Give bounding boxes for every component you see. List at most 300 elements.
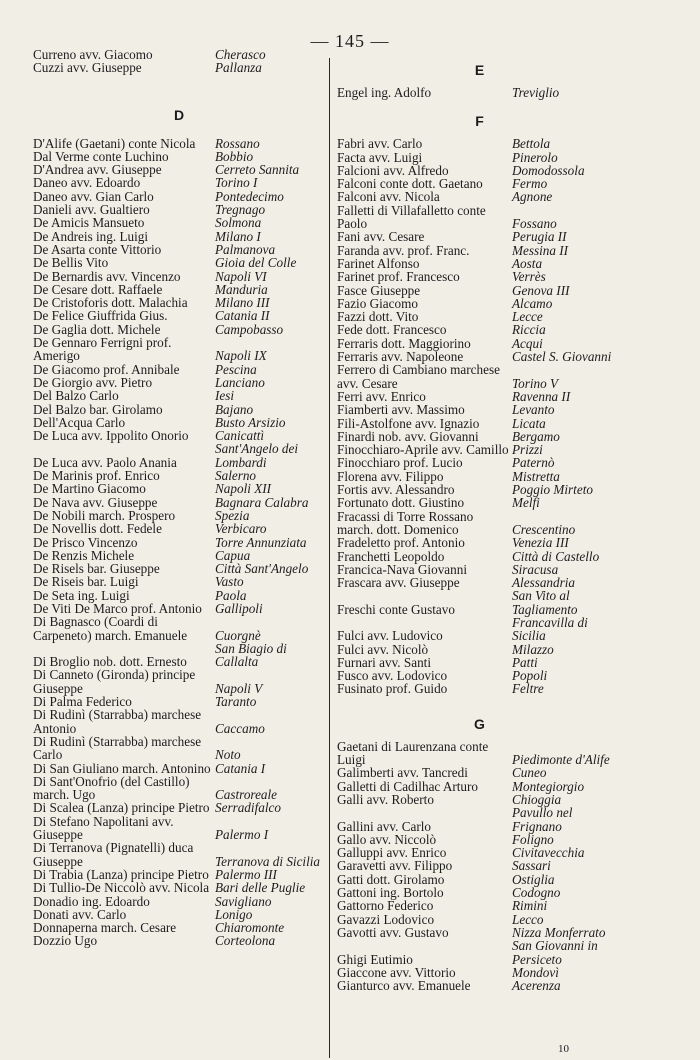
constituency: Chioggia	[512, 791, 562, 807]
constituency: Levanto	[512, 402, 555, 418]
deputy-name: De Martino Giacomo	[33, 481, 146, 497]
deputy-name: Gattorno Federico	[337, 898, 434, 914]
deputy-name: Facta avv. Luigi	[337, 149, 423, 165]
deputy-name: Di Rudinì (Starrabba) marchese Antonio	[33, 707, 202, 736]
deputy-name: Dal Verme conte Luchino	[33, 148, 169, 164]
deputy-name: Danieli avv. Gualtiero	[33, 202, 150, 218]
deputy-entry	[33, 336, 325, 363]
deputy-name: Donati avv. Carlo	[33, 906, 127, 922]
page-number: — 145 —	[310, 31, 390, 51]
deputy-entry	[33, 695, 325, 708]
deputy-name: Finocchiaro prof. Lucio	[337, 455, 463, 471]
constituency: Domodossola	[512, 162, 585, 178]
constituency: Alessandria	[512, 575, 576, 591]
deputy-entry	[33, 363, 325, 376]
deputy-name: De Bernardis avv. Vincenzo	[33, 268, 181, 284]
deputy-entry	[33, 323, 325, 336]
constituency: Noto	[215, 747, 241, 763]
deputy-name: Fazzi dott. Vito	[337, 309, 419, 325]
constituency: Venezia III	[512, 535, 569, 551]
constituency: Terranova di Sicilia	[215, 853, 321, 869]
spacer	[337, 48, 622, 60]
deputy-name: Fracassi di Torre Rossano march. dott. Domenico	[337, 508, 474, 537]
deputy-entry	[337, 682, 622, 695]
deputy-entry	[337, 780, 622, 793]
deputy-entry	[33, 61, 325, 74]
constituency: Busto Arsizio	[215, 414, 286, 430]
deputy-entry	[33, 934, 325, 947]
constituency: Paola	[215, 587, 247, 603]
deputy-entry	[33, 176, 325, 189]
constituency: Milano I	[215, 228, 261, 244]
deputy-entry	[33, 376, 325, 389]
constituency: Castroreale	[215, 787, 278, 803]
constituency: Gioia del Colle	[215, 255, 297, 271]
constituency: Gallipoli	[215, 600, 263, 616]
constituency: Torino I	[215, 175, 258, 191]
deputy-entry	[337, 873, 622, 886]
constituency: Savigliano	[215, 893, 272, 909]
deputy-entry	[33, 775, 325, 802]
constituency: Feltre	[512, 681, 544, 697]
deputy-name: Di San Giuliano march. Antonino	[33, 760, 211, 776]
constituency: Alcamo	[512, 295, 553, 311]
deputy-entry	[337, 137, 622, 150]
constituency: Bari delle Puglie	[215, 880, 306, 896]
deputy-name: Galimberti avv. Tancredi	[337, 765, 468, 781]
deputy-name: Fulci avv. Nicolò	[337, 641, 429, 657]
deputy-entry	[337, 669, 622, 682]
deputy-entry	[337, 563, 622, 576]
deputy-name: De Gennaro Ferrigni prof. Amerigo	[33, 335, 172, 364]
deputy-entry	[337, 417, 622, 430]
deputy-name: Falletti di Villafalletto conte Paolo	[337, 202, 486, 232]
deputy-entry	[33, 762, 325, 775]
deputy-entry	[337, 190, 622, 203]
deputy-entry	[337, 926, 622, 939]
constituency: Campobasso	[215, 321, 284, 337]
deputy-name: Ferraris avv. Napoleone	[337, 349, 464, 365]
deputy-entry	[33, 243, 325, 256]
constituency: Ravenna II	[512, 388, 571, 404]
deputy-entry	[337, 310, 622, 323]
deputy-entry	[33, 536, 325, 549]
constituency: Torino V	[512, 375, 559, 391]
constituency: Mistretta	[512, 468, 560, 484]
deputy-name: De Riseis bar. Luigi	[33, 574, 139, 590]
constituency: Sant'Angelo dei Lombardi	[215, 441, 299, 470]
deputy-name: Fusinato prof. Guido	[337, 681, 448, 697]
deputy-entry	[337, 793, 622, 806]
constituency: Lecco	[512, 911, 544, 927]
deputy-name: Fiamberti avv. Massimo	[337, 402, 465, 418]
deputy-name: De Seta ing. Luigi	[33, 587, 130, 603]
deputy-entry	[33, 416, 325, 429]
deputy-name: Galluppi avv. Enrico	[337, 845, 447, 861]
deputy-entry	[337, 833, 622, 846]
deputy-name: Ghigi Eutimio	[337, 951, 413, 967]
deputy-name: Ferrero di Cambiano marchese avv. Cesare	[337, 362, 500, 391]
deputy-name: De Prisco Vincenzo	[33, 534, 138, 550]
deputy-name: Fede dott. Francesco	[337, 322, 447, 338]
deputy-entry	[337, 430, 622, 443]
deputy-entry	[33, 270, 325, 283]
deputy-entry	[33, 137, 325, 150]
deputy-entry	[337, 740, 622, 767]
deputy-name: Frascara avv. Giuseppe	[337, 575, 460, 591]
constituency: Popoli	[512, 668, 548, 684]
constituency: Agnone	[512, 189, 553, 205]
deputy-entry	[33, 429, 325, 442]
deputy-entry	[337, 270, 622, 283]
deputy-entry	[33, 230, 325, 243]
constituency: Lonigo	[215, 906, 253, 922]
constituency: Cerreto Sannita	[215, 162, 300, 178]
deputy-name: Farinet prof. Francesco	[337, 269, 460, 285]
constituency: Cuorgnè	[215, 627, 261, 643]
constituency: Caccamo	[215, 720, 265, 736]
constituency: Iesi	[215, 388, 235, 404]
constituency: Castel S. Giovanni	[512, 349, 612, 365]
constituency: Rossano	[215, 135, 260, 151]
deputy-name: De Felice Giuffrida Gius.	[33, 308, 168, 324]
deputy-entry	[33, 668, 325, 695]
deputy-entry	[33, 163, 325, 176]
constituency: Cuneo	[512, 765, 547, 781]
column-divider	[329, 58, 330, 1058]
deputy-name: Di Bagnasco (Coardi di Carpeneto) march. Emanuele	[33, 614, 188, 643]
deputy-name: Finocchiaro-Aprile avv. Camillo	[337, 442, 509, 458]
deputy-name: Dell'Acqua Carlo	[33, 414, 126, 430]
deputy-entry	[33, 801, 325, 814]
constituency: Civitavecchia	[512, 845, 585, 861]
constituency: Montegiorgio	[512, 778, 585, 794]
deputy-entry	[337, 846, 622, 859]
constituency: Riccia	[512, 322, 546, 338]
constituency: San Vito al Tagliamento	[512, 588, 578, 617]
deputy-name: Gattoni ing. Bortolo	[337, 885, 444, 901]
deputy-name: De Giacomo prof. Annibale	[33, 361, 180, 377]
deputy-name: Giaccone avv. Vittorio	[337, 964, 456, 980]
deputy-name: Fani avv. Cesare	[337, 229, 425, 245]
constituency: Catania I	[215, 760, 266, 776]
constituency: Palmanova	[215, 241, 276, 257]
deputy-name: Garavetti avv. Filippo	[337, 858, 453, 874]
constituency: Palermo I	[215, 827, 269, 843]
deputy-name: Di Palma Federico	[33, 694, 132, 710]
constituency: Capua	[215, 547, 251, 563]
constituency: Pescina	[215, 361, 257, 377]
deputy-entry	[337, 350, 622, 363]
constituency: Perugia II	[512, 229, 567, 245]
constituency: Lecce	[512, 309, 543, 325]
deputy-entry	[33, 190, 325, 203]
deputy-name: Fradeletto prof. Antonio	[337, 535, 465, 551]
deputy-entry	[337, 230, 622, 243]
constituency: Fossano	[512, 216, 557, 232]
deputy-name: De Novellis dott. Fedele	[33, 521, 162, 537]
deputy-name: Gatti dott. Girolamo	[337, 871, 445, 887]
deputy-entry	[33, 735, 325, 762]
deputy-name: De Amicis Mansueto	[33, 215, 145, 231]
constituency: Fermo	[512, 176, 548, 192]
constituency: Ostiglia	[512, 871, 555, 887]
deputy-entry	[337, 470, 622, 483]
constituency: Pavullo nel Frignano	[512, 805, 573, 834]
deputy-name: Fasce Giuseppe	[337, 282, 421, 298]
deputy-entry	[33, 589, 325, 602]
deputy-name: De Nava avv. Giuseppe	[33, 494, 158, 510]
constituency: Vasto	[215, 574, 244, 590]
deputy-name: Daneo avv. Gian Carlo	[33, 188, 154, 204]
constituency: San Giovanni in Persiceto	[512, 938, 598, 967]
deputy-name: De Luca avv. Ippolito Onorio	[33, 428, 189, 444]
deputy-name: De Giorgio avv. Pietro	[33, 374, 153, 390]
constituency: Città Sant'Angelo	[215, 561, 309, 577]
constituency: Verbicaro	[215, 521, 267, 537]
deputy-name: De Viti De Marco prof. Antonio	[33, 600, 202, 616]
deputy-name: Ferraris dott. Maggiorino	[337, 335, 471, 351]
constituency: Catania II	[215, 308, 270, 324]
constituency: Torre Annunziata	[215, 534, 307, 550]
deputy-entry	[337, 899, 622, 912]
constituency: Prizzi	[512, 442, 543, 458]
deputy-entry	[337, 656, 622, 669]
deputy-name: De Asarta conte Vittorio	[33, 241, 162, 257]
deputy-entry	[337, 510, 622, 537]
deputy-name: Donadio ing. Edoardo	[33, 893, 150, 909]
deputy-entry	[337, 403, 622, 416]
deputy-name: Di Canneto (Gironda) principe Giuseppe	[33, 667, 196, 696]
deputy-entry	[33, 296, 325, 309]
deputy-entry	[33, 509, 325, 522]
deputy-entry	[33, 895, 325, 908]
deputy-entry	[33, 562, 325, 575]
deputy-name: Di Trabia (Lanza) principe Pietro	[33, 866, 209, 882]
deputy-entry	[337, 859, 622, 872]
deputy-entry	[33, 815, 325, 842]
deputy-entry	[33, 48, 325, 61]
deputy-name: Finardi nob. avv. Giovanni	[337, 428, 479, 444]
deputy-entry	[337, 913, 622, 926]
deputy-name: Gavotti avv. Gustavo	[337, 924, 449, 940]
deputy-name: De Marinis prof. Enrico	[33, 468, 160, 484]
spacer	[337, 696, 622, 714]
deputy-name: Fili-Astolfone avv. Ignazio	[337, 415, 480, 431]
deputy-entry	[337, 966, 622, 979]
constituency: Solmona	[215, 215, 262, 231]
deputy-entry	[33, 496, 325, 509]
constituency: Francavilla di Sicilia	[512, 614, 588, 644]
section-heading: E	[474, 62, 485, 78]
deputy-entry	[337, 643, 622, 656]
deputy-name: Galli avv. Roberto	[337, 791, 434, 807]
deputy-entry	[337, 536, 622, 549]
deputy-entry	[33, 522, 325, 535]
constituency: Tregnago	[215, 202, 266, 218]
constituency: Napoli VI	[215, 268, 267, 284]
constituency: Melfi	[512, 495, 540, 511]
deputy-entry	[33, 642, 325, 669]
deputy-name: De Cristoforis dott. Malachia	[33, 295, 188, 311]
deputy-entry	[33, 908, 325, 921]
deputy-name: Gianturco avv. Emanuele	[337, 978, 471, 994]
deputy-entry	[337, 979, 622, 992]
constituency: Piedimonte d'Alife	[512, 752, 610, 768]
deputy-entry	[33, 150, 325, 163]
constituency: Crescentino	[512, 521, 576, 537]
deputy-name: Ferri avv. Enrico	[337, 388, 426, 404]
constituency: Canicattì	[215, 428, 265, 444]
deputy-entry	[337, 204, 622, 231]
constituency: Acqui	[512, 335, 543, 351]
deputy-name: Di Rudinì (Starrabba) marchese Carlo	[33, 733, 202, 763]
deputy-entry	[33, 482, 325, 495]
deputy-name: De Renzis Michele	[33, 547, 135, 563]
deputy-entry	[337, 244, 622, 257]
deputy-name: Fortis avv. Alessandro	[337, 482, 455, 498]
deputy-name: Di Terranova (Pignatelli) duca Giuseppe	[33, 840, 194, 869]
constituency: Licata	[512, 415, 546, 431]
deputy-name: Dozzio Ugo	[33, 933, 98, 949]
deputy-name: Donnaperna march. Cesare	[33, 920, 177, 936]
constituency: Taranto	[215, 694, 257, 710]
deputy-entry	[337, 297, 622, 310]
constituency: Milazzo	[512, 641, 554, 657]
deputy-entry	[33, 309, 325, 322]
spacer	[337, 99, 622, 111]
constituency: Paternò	[512, 455, 555, 471]
deputy-name: De Gaglia dott. Michele	[33, 321, 161, 337]
constituency: Poggio Mirteto	[512, 482, 593, 498]
deputy-entry	[33, 389, 325, 402]
constituency: Genova III	[512, 282, 570, 298]
constituency: Palermo III	[215, 866, 277, 882]
right-column	[337, 48, 622, 992]
constituency: Pallanza	[215, 60, 262, 76]
deputy-name: Franchetti Leopoldo	[337, 548, 445, 564]
deputy-entry	[337, 164, 622, 177]
constituency: Bajano	[215, 401, 254, 417]
deputy-entry	[33, 841, 325, 868]
deputy-entry	[33, 615, 325, 642]
deputy-entry	[337, 766, 622, 779]
deputy-name: Gallo avv. Niccolò	[337, 831, 437, 847]
left-column	[33, 48, 325, 948]
deputy-entry	[337, 806, 622, 833]
deputy-entry	[33, 403, 325, 416]
constituency: Serradifalco	[215, 800, 281, 816]
deputy-name: Di Tullio-De Niccolò avv. Nicola	[33, 880, 210, 896]
deputy-entry	[33, 921, 325, 934]
spacer	[33, 75, 325, 105]
deputy-name: Farinet Alfonso	[337, 255, 420, 271]
deputy-entry	[337, 177, 622, 190]
deputy-name: D'Andrea avv. Giuseppe	[33, 162, 162, 178]
deputy-name: Galletti di Cadilhac Arturo	[337, 778, 478, 794]
constituency: Verrès	[512, 269, 546, 285]
deputy-name: Fazio Giacomo	[337, 295, 418, 311]
deputy-name: Di Scalea (Lanza) principe Pietro	[33, 800, 210, 816]
deputy-name: Faranda avv. prof. Franc.	[337, 242, 470, 258]
deputy-name: Falconi conte dott. Gaetano	[337, 176, 483, 192]
deputy-entry	[337, 323, 622, 336]
deputy-name: Florena avv. Filippo	[337, 468, 444, 484]
deputy-entry	[337, 576, 622, 589]
deputy-entry	[337, 496, 622, 509]
deputy-entry	[33, 216, 325, 229]
deputy-entry	[337, 886, 622, 899]
deputy-entry	[337, 337, 622, 350]
constituency: Napoli XII	[215, 481, 272, 497]
constituency: Codogno	[512, 885, 561, 901]
deputy-name: Fulci avv. Ludovico	[337, 628, 443, 644]
deputy-name: De Nobili march. Prospero	[33, 507, 176, 523]
deputy-name: Fortunato dott. Giustino	[337, 495, 465, 511]
section-heading: D	[173, 106, 185, 123]
deputy-name: Engel ing. Adolfo	[337, 85, 432, 100]
constituency: Napoli V	[215, 680, 263, 696]
deputy-entry	[337, 86, 622, 99]
deputy-name: De Risels bar. Giuseppe	[33, 561, 160, 577]
deputy-name: Del Balzo Carlo	[33, 388, 119, 404]
deputy-name: Del Balzo bar. Girolamo	[33, 401, 163, 417]
section-heading: F	[475, 113, 484, 130]
constituency: Patti	[512, 654, 538, 670]
spacer	[33, 125, 325, 137]
deputy-name: Di Stefano Napolitani avv. Giuseppe	[33, 813, 174, 843]
constituency: Bobbio	[215, 148, 254, 164]
deputy-name: Freschi conte Gustavo	[337, 601, 455, 617]
deputy-entry	[33, 469, 325, 482]
deputy-entry	[33, 602, 325, 615]
deputy-name: De Andreis ing. Luigi	[33, 228, 149, 244]
deputy-name: Falcioni avv. Alfredo	[337, 162, 449, 178]
deputy-entry	[33, 283, 325, 296]
deputy-entry	[33, 708, 325, 735]
deputy-entry	[33, 203, 325, 216]
constituency: Foligno	[512, 831, 554, 847]
deputy-entry	[33, 442, 325, 469]
deputy-name: Di Broglio nob. dott. Ernesto	[33, 654, 187, 670]
constituency: Acerenza	[512, 978, 561, 994]
constituency: Milano III	[215, 295, 270, 311]
deputy-entry	[337, 284, 622, 297]
constituency: Siracusa	[512, 561, 559, 577]
constituency: Bettola	[512, 136, 551, 152]
constituency: Pontedecimo	[215, 188, 284, 204]
deputy-entry	[337, 151, 622, 164]
section-heading: G	[474, 715, 485, 732]
constituency: San Biagio di Callalta	[215, 640, 287, 670]
deputy-entry	[33, 575, 325, 588]
constituency: Napoli IX	[215, 348, 267, 364]
deputy-name: De Bellis Vito	[33, 255, 109, 271]
constituency: Nizza Monferrato	[512, 924, 606, 940]
deputy-entry	[337, 550, 622, 563]
constituency: Manduria	[215, 281, 268, 297]
constituency: Corteolona	[215, 933, 276, 949]
constituency: Lanciano	[215, 374, 265, 390]
constituency: Messina II	[512, 242, 569, 258]
deputy-entry	[33, 881, 325, 894]
constituency: Chiaromonte	[215, 920, 285, 936]
deputy-entry	[337, 939, 622, 966]
deputy-name: Gavazzi Lodovico	[337, 911, 435, 927]
deputy-name: Falconi avv. Nicola	[337, 189, 440, 205]
constituency: Rimini	[512, 898, 548, 914]
constituency: Treviglio	[512, 85, 560, 100]
